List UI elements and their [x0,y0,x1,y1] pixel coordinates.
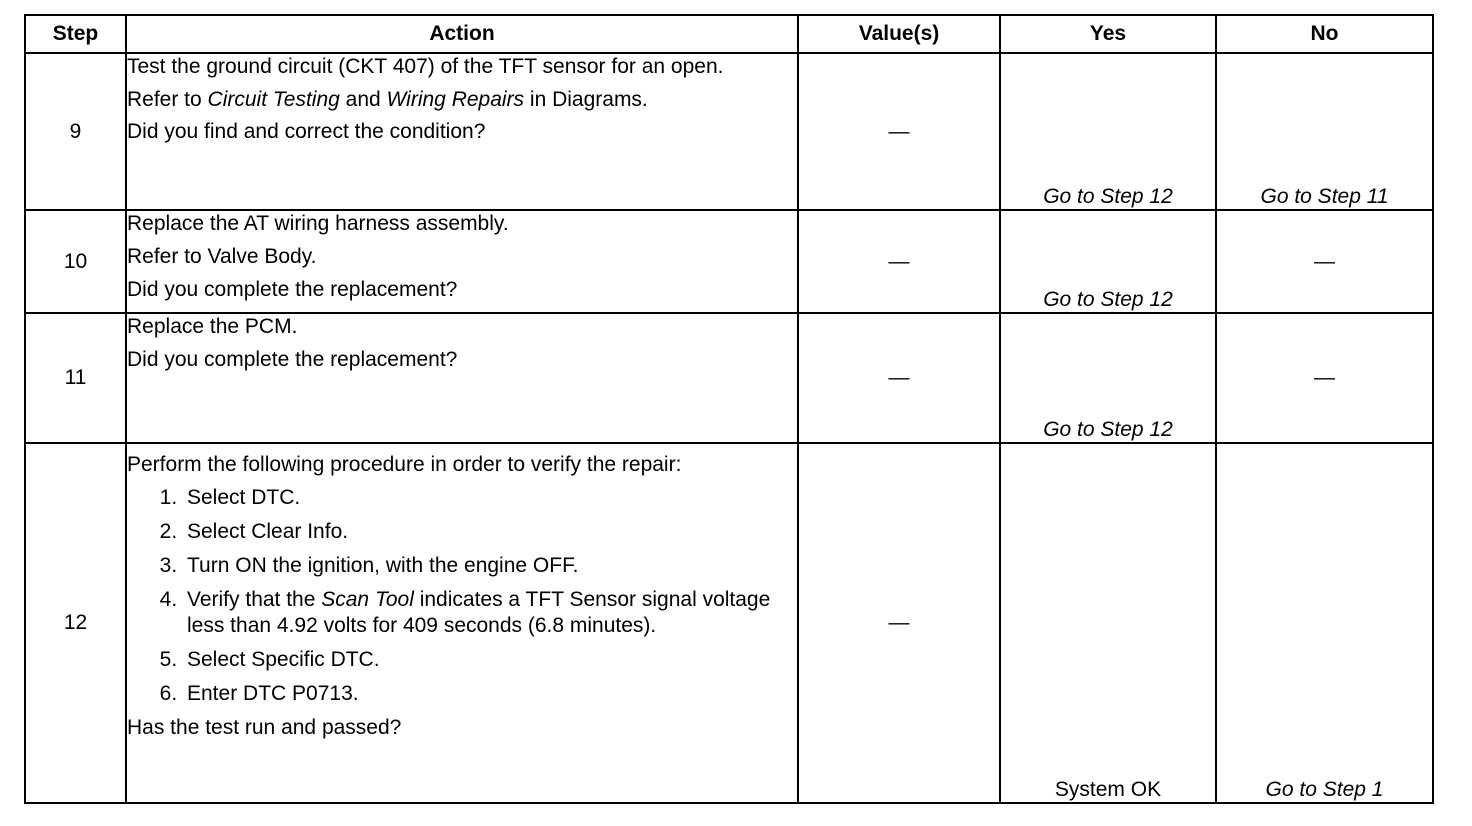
refer-prefix: Refer to [127,88,208,111]
procedure-step: 1. Select DTC. [183,485,797,511]
no-cell: — [1216,210,1433,313]
value-cell: — [798,313,1000,443]
value-cell: — [798,210,1000,313]
action-cell [126,210,798,313]
no-cell: — [1216,313,1433,443]
action-refer: Refer to Valve Body. [127,245,317,268]
action-cell [126,53,798,210]
step-number: 11 [25,313,126,443]
action-text: Replace the AT wiring harness assembly. [127,212,509,235]
action-cell [126,443,798,803]
step-number: 10 [25,210,126,313]
yes-cell: Go to Step 12 [1000,210,1216,313]
action-question: Did you find and correct the condition? [127,120,486,143]
procedure-step: 5. Select Specific DTC. [183,647,797,673]
header-step: Step [25,15,126,53]
table-row-step-12 [25,443,1433,803]
procedure-step [183,587,797,639]
action-question: Did you complete the replacement? [127,348,458,371]
header-yes: Yes [1000,15,1216,53]
step-number: 9 [25,53,126,210]
procedure-list [127,485,797,707]
action-question: Did you complete the replacement? [127,278,458,301]
table-row-step-11 [25,313,1433,443]
action-intro: Perform the following procedure in order to verify the repair: [127,453,682,476]
action-refer [127,87,797,113]
header-row [25,15,1433,53]
yes-cell: Go to Step 12 [1000,53,1216,210]
no-cell: Go to Step 11 [1216,53,1433,210]
no-cell: Go to Step 1 [1216,443,1433,803]
refer-and: and [339,88,387,111]
yes-cell: System OK [1000,443,1216,803]
step-number: 12 [25,443,126,803]
procedure-step: 3. Turn ON the ignition, with the engine OFF. [183,553,797,579]
action-cell [126,313,798,443]
table-row-step-10 [25,210,1433,313]
yes-cell: Go to Step 12 [1000,313,1216,443]
table-row-step-9 [25,53,1433,210]
diagnostic-table [24,14,1434,804]
header-no: No [1216,15,1433,53]
step4-scan-tool: Scan Tool [321,588,414,611]
action-text: Replace the PCM. [127,315,298,338]
refer-suffix: in Diagrams. [524,88,648,111]
step4-prefix: Verify that the [187,588,322,611]
header-action: Action [126,15,798,53]
action-text: Test the ground circuit (CKT 407) of the TFT sensor for an open. [127,55,724,78]
action-question: Has the test run and passed? [127,716,402,739]
step4-suffix: indicates a TFT Sensor signal voltage less than 4.92 volts for 409 seconds (6.8 minutes). [187,588,771,637]
value-cell: — [798,53,1000,210]
refer-wiring-repairs: Wiring Repairs [386,88,525,111]
procedure-step: 6. Enter DTC P0713. [183,681,797,707]
value-cell: — [798,443,1000,803]
procedure-step: 2. Select Clear Info. [183,519,797,545]
refer-circuit-testing: Circuit Testing [207,88,340,111]
header-values: Value(s) [798,15,1000,53]
